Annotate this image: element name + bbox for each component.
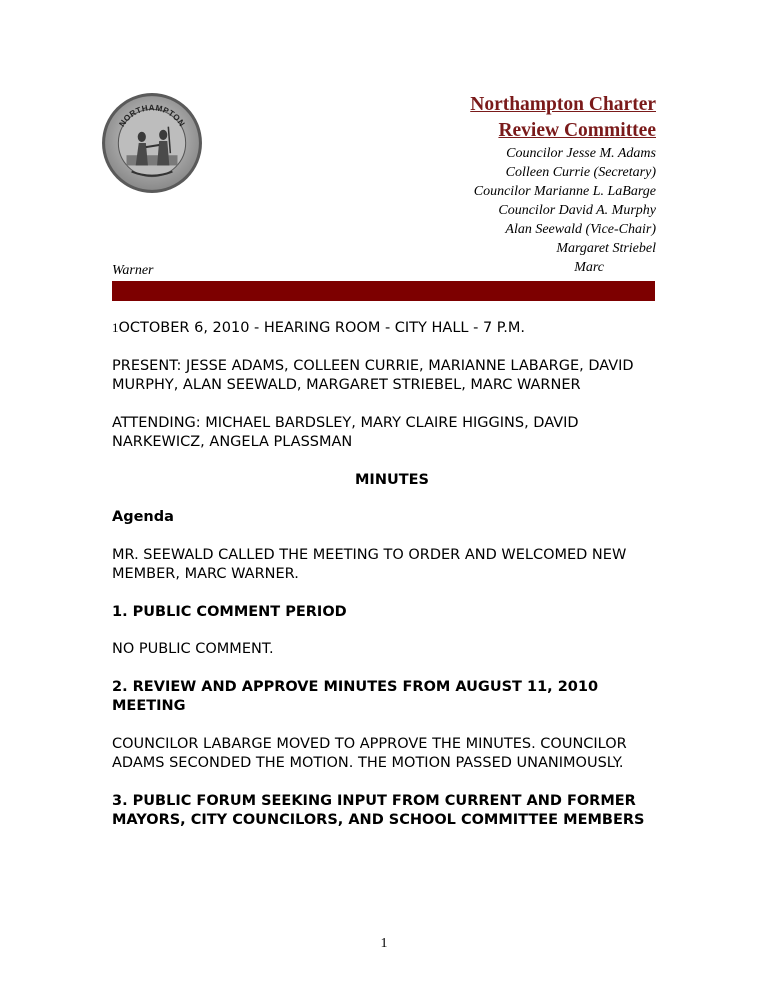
meeting-date-line	[112, 318, 672, 339]
committee-title-line2: Review Committee	[498, 120, 656, 141]
member-name: Councilor Jesse M. Adams	[506, 146, 656, 161]
header-divider-bar	[112, 281, 655, 301]
date-line-text: OCTOBER 6, 2010 - HEARING ROOM - CITY HALL - 7 P.M.	[118, 320, 525, 336]
call-to-order-text: MR. SEEWALD CALLED THE MEETING TO ORDER AND WELCOMED NEW MEMBER, MARC WARNER.	[112, 546, 627, 582]
committee-title-line1: Northampton Charter	[470, 94, 656, 115]
seal-lettering: NORTHAMPTON	[117, 103, 187, 129]
member-name: Councilor Marianne L. LaBarge	[473, 184, 656, 199]
member-name: Colleen Currie (Secretary)	[505, 165, 656, 180]
item2-text: COUNCILOR LABARGE MOVED TO APPROVE THE MINUTES. COUNCILOR ADAMS SECONDED THE MOTION. THE MOTION PASSED UNANIMOUSLY.	[112, 735, 627, 771]
attending-list: ATTENDING: MICHAEL BARDSLEY, MARY CLAIRE HIGGINS, DAVID NARKEWICZ, ANGELA PLASSMAN	[112, 414, 579, 450]
agenda-heading: Agenda	[112, 509, 174, 525]
member-list	[474, 144, 656, 277]
item1-text: NO PUBLIC COMMENT.	[112, 641, 274, 657]
footnote-mark: 1	[112, 320, 119, 335]
item2-heading: 2. REVIEW AND APPROVE MINUTES FROM AUGUST 11, 2010 MEETING	[112, 678, 599, 714]
city-seal	[101, 92, 203, 194]
member-name: Margaret Striebel	[556, 241, 656, 256]
member-name-overflow: Warner	[112, 263, 154, 278]
present-list: PRESENT: JESSE ADAMS, COLLEEN CURRIE, MARIANNE LABARGE, DAVID MURPHY, ALAN SEEWALD, MARGARET STRIEBEL, MARC WARNER	[112, 357, 634, 393]
member-name: Alan Seewald (Vice-Chair)	[505, 222, 656, 237]
item1-heading: 1. PUBLIC COMMENT PERIOD	[112, 603, 347, 620]
item3-heading: 3. PUBLIC FORUM SEEKING INPUT FROM CURRENT AND FORMER MAYORS, CITY COUNCILORS, AND SCHOOL COMMITTEE MEMBERS	[112, 792, 645, 828]
member-name: Marc	[574, 260, 604, 275]
member-name: Councilor David A. Murphy	[498, 203, 656, 218]
minutes-heading: MINUTES	[355, 471, 429, 488]
minutes-body	[112, 318, 672, 849]
page-number: 1	[380, 936, 388, 951]
